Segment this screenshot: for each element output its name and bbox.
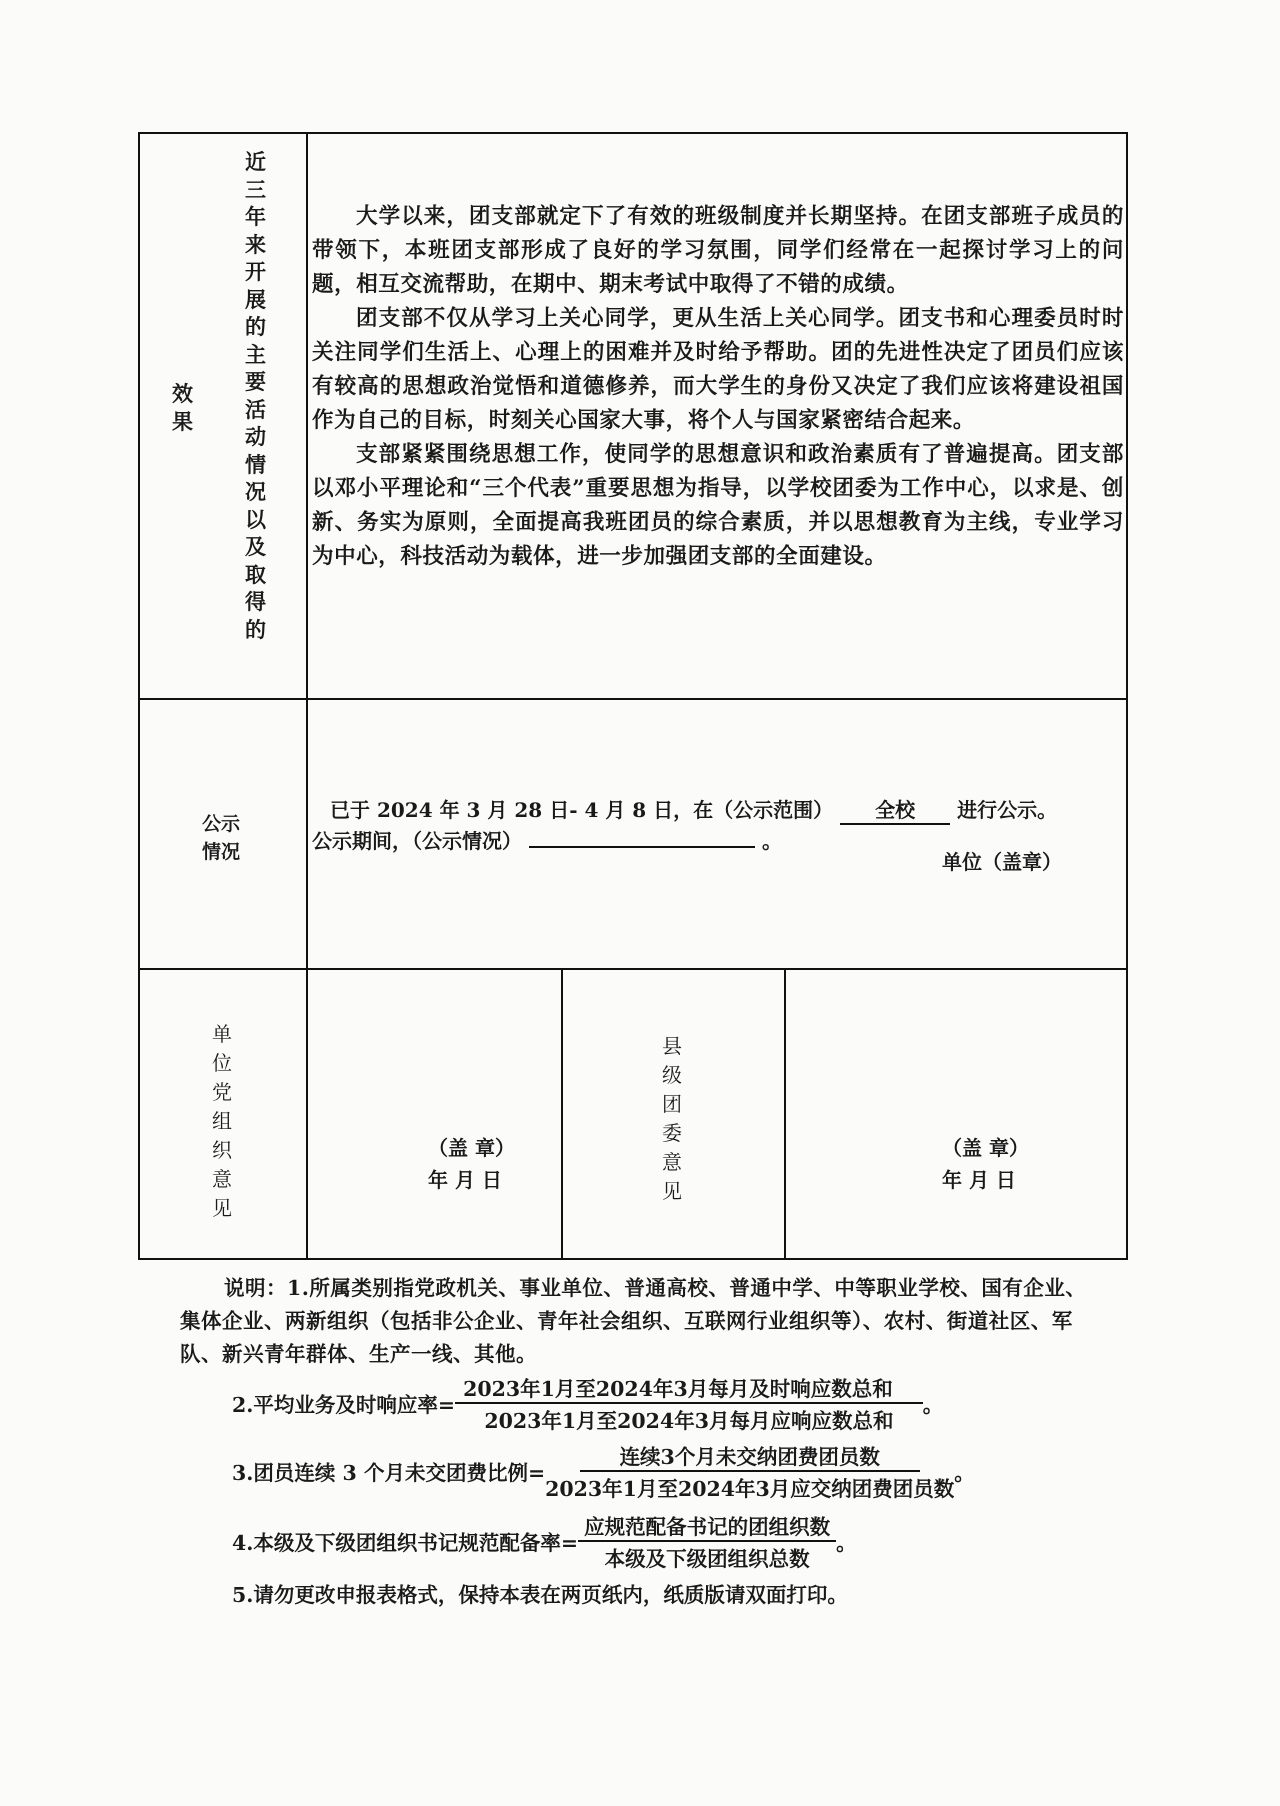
publicity-label-line1: 公示 [202, 813, 241, 835]
note-4-label: 4.本级及下级团组织书记规范配备率= [232, 1531, 579, 1555]
label-char: 年 [245, 204, 266, 229]
note-1: 说明：1.所属类别指党政机关、事业单位、普通高校、普通中学、中等职业学校、国有企业、集体企业、两新组织（包括非公企业、青年社会组织、互联网行业组织等）、农村、街道社区、军队、新兴青年群体、生产一线、其他。 [180, 1276, 1087, 1366]
publicity-scope-field[interactable]: 全校 [840, 794, 950, 825]
note-3-numerator: 连续3个月未交纳团费团员数 [580, 1440, 920, 1472]
note-3 [232, 1440, 975, 1502]
note-2-label: 2.平均业务及时响应率= [232, 1393, 456, 1417]
label-char: 要 [245, 369, 266, 394]
label-char: 近 [245, 149, 266, 174]
label-char: 团 [662, 1092, 682, 1116]
label-char: 活 [245, 396, 266, 422]
label-char: 意 [212, 1167, 232, 1191]
label-char: 取 [245, 561, 266, 587]
label-char: 以 [245, 506, 266, 532]
period: 。 [954, 1461, 975, 1485]
note-4-denominator: 本级及下级团组织总数 [604, 1547, 810, 1571]
note-2-formula [455, 1372, 923, 1434]
label-char: 开 [245, 259, 266, 284]
party-date: 年 月 日 [428, 1168, 502, 1192]
note-4-numerator: 应规范配备书记的团组织数 [578, 1510, 836, 1542]
label-char: 效 [172, 381, 193, 406]
activities-paragraph: 支部紧紧围绕思想工作，使同学的思想意识和政治素质有了普遍提高。团支部以邓小平理论和“三个代表”重要思想为指导，以学校团委为工作中心，以求是、创新、务实为原则，全面提高我班团员的综合素质，并以思想教育为主线，专业学习为中心，科技活动为载体，进一步加强团支部的全面建设。 [312, 442, 1124, 569]
label-char: 得 [245, 589, 266, 614]
note-2-numerator: 2023年1月至2024年3月每月及时响应数总和 [455, 1372, 923, 1404]
label-char: 的 [245, 616, 266, 642]
column-divider [306, 132, 308, 1260]
label-char: 的 [245, 314, 266, 339]
column-divider [561, 968, 563, 1260]
label-char: 果 [172, 408, 193, 434]
row-divider [138, 968, 1128, 970]
label-char: 级 [662, 1063, 682, 1087]
label-char: 动 [245, 424, 266, 449]
label-char: 来 [245, 231, 266, 257]
note-5: 5.请勿更改申报表格式，保持本表在两页纸内，纸质版请双面打印。 [232, 1583, 848, 1607]
activities-paragraph: 团支部不仅从学习上关心同学，更从生活上关心同学。团支书和心理委员时时关注同学们生活上、心理上的困难并及时给予帮助。团的先进性决定了团员们应该有较高的思想政治觉悟和道德修养，而大学生的身份又决定了我们应该将建设祖国作为自己的目标，时刻关心国家大事，将个人与国家紧密结合起来。 [312, 306, 1124, 433]
publicity-line-2 [312, 824, 782, 854]
period: 。 [761, 829, 782, 853]
publicity-suffix: 进行公示。 [957, 798, 1058, 822]
note-4-formula [578, 1510, 836, 1572]
label-char: 情 [245, 451, 266, 477]
note-3-denominator: 2023年1月至2024年3月应交纳团费团员数 [545, 1477, 955, 1501]
section-label-activities [245, 148, 266, 643]
label-char: 主 [245, 341, 266, 367]
note-3-formula [545, 1440, 954, 1502]
note-4 [232, 1510, 857, 1572]
publicity-label [202, 810, 240, 866]
label-char: 见 [212, 1196, 232, 1220]
label-char: 及 [245, 534, 266, 559]
publicity-line-1 [330, 794, 1057, 825]
label-char: 见 [662, 1179, 682, 1203]
party-stamp: （盖 章） [428, 1136, 515, 1160]
party-opinion-label [212, 1020, 232, 1223]
label-char: 织 [212, 1138, 232, 1162]
publicity-situation-field[interactable] [529, 824, 755, 848]
section-label-effect [172, 380, 193, 435]
county-opinion-label [662, 1032, 682, 1206]
publicity-date-range: 已于 2024 年 3 月 28 日- 4 月 8 日，在（公示范围） [330, 798, 834, 822]
label-char: 三 [245, 176, 266, 202]
activities-paragraph: 大学以来，团支部就定下了有效的班级制度并长期坚持。在团支部班子成员的带领下，本班团支部形成了良好的学习氛围，同学们经常在一起探讨学习上的问题，相互交流帮助，在期中、期末考试中取得了不错的成绩。 [312, 204, 1124, 297]
note-3-label: 3.团员连续 3 个月未交团费比例= [232, 1461, 546, 1485]
label-char: 县 [662, 1034, 682, 1058]
county-date: 年 月 日 [942, 1168, 1016, 1192]
label-char: 意 [662, 1150, 682, 1174]
label-char: 单 [212, 1022, 232, 1046]
note-2 [232, 1372, 943, 1434]
county-stamp: （盖 章） [942, 1136, 1029, 1160]
label-char: 展 [245, 286, 266, 312]
label-char: 位 [212, 1051, 232, 1075]
period: 。 [922, 1393, 944, 1417]
label-char: 况 [245, 479, 266, 504]
activities-content [312, 200, 1124, 574]
unit-stamp: 单位（盖章） [942, 850, 1062, 874]
column-divider [784, 968, 786, 1260]
label-char: 委 [662, 1121, 682, 1145]
note-2-denominator: 2023年1月至2024年3月每月应响应数总和 [484, 1409, 894, 1433]
publicity-label-line2: 情况 [202, 841, 241, 863]
publicity-situation-label: 公示期间，（公示情况） [312, 829, 522, 853]
label-char: 组 [212, 1109, 232, 1133]
period: 。 [836, 1531, 857, 1555]
row-divider [138, 698, 1128, 700]
label-char: 党 [212, 1080, 232, 1104]
